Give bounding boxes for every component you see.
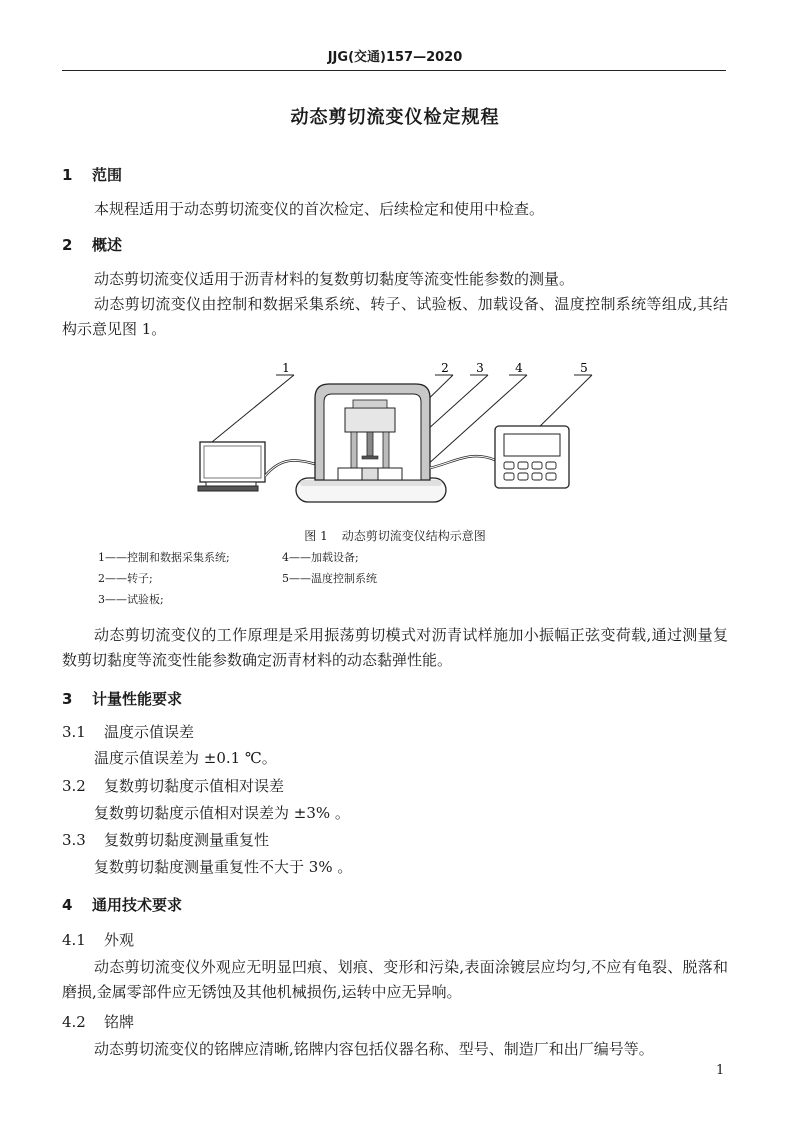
- legend-item-1: 1——控制和数据采集系统;: [98, 551, 230, 564]
- subsection-4-1-text: 动态剪切流变仪外观应无明显凹痕、划痕、变形和污染,表面涂镀层应均匀,不应有龟裂、脱落和磨损,金属零部件应无锈蚀及其他机械损伤,运转中应无异响。: [62, 958, 728, 1001]
- subsection-number: 3.3: [62, 831, 86, 849]
- subsection-4-1-heading: [62, 929, 134, 950]
- subsection-title: 铭牌: [104, 1013, 135, 1031]
- subsection-number: 4.2: [62, 1013, 86, 1031]
- monitor-icon: [198, 442, 265, 491]
- subsection-3-1-text: 温度示值误差为 ±0.1 ℃。: [94, 749, 277, 767]
- subsection-3-2-heading: [62, 775, 284, 796]
- header-rule: [62, 70, 726, 71]
- subsection-3-2-text: 复数剪切黏度示值相对误差为 ±3% 。: [94, 804, 350, 822]
- section-3-heading: [62, 688, 182, 709]
- callout-3: 3: [476, 361, 484, 375]
- callout-5: 5: [580, 361, 588, 375]
- temperature-controller-icon: [495, 426, 569, 488]
- subsection-4-2-text: 动态剪切流变仪的铭牌应清晰,铭牌内容包括仪器名称、型号、制造厂和出厂编号等。: [94, 1040, 654, 1058]
- section-number: 1: [62, 166, 73, 184]
- section-number: 2: [62, 236, 73, 254]
- section-title: 计量性能要求: [92, 690, 183, 708]
- section-1-paragraph: 本规程适用于动态剪切流变仪的首次检定、后续检定和使用中检查。: [94, 200, 545, 218]
- section-4-heading: [62, 894, 182, 915]
- section-title: 概述: [92, 236, 123, 254]
- section-2-paragraph-1: 动态剪切流变仪适用于沥青材料的复数剪切黏度等流变性能参数的测量。: [94, 270, 575, 288]
- legend-item-5: 5——温度控制系统: [282, 572, 377, 585]
- section-2-paragraph-2: 动态剪切流变仪由控制和数据采集系统、转子、试验板、加载设备、温度控制系统等组成,其结构示意见图 1。: [62, 295, 728, 338]
- subsection-number: 4.1: [62, 931, 86, 949]
- subsection-3-3-heading: [62, 829, 269, 850]
- section-number: 4: [62, 896, 73, 914]
- rheometer-structure-diagram: [190, 358, 610, 518]
- subsection-4-2-heading: [62, 1011, 134, 1032]
- legend-item-3: 3——试验板;: [98, 593, 164, 606]
- callout-1: 1: [282, 361, 290, 375]
- figure-caption: [0, 527, 790, 544]
- legend-item-2: 2——转子;: [98, 572, 153, 585]
- subsection-number: 3.2: [62, 777, 86, 795]
- section-1-heading: [62, 164, 122, 185]
- callout-4: 4: [515, 361, 523, 375]
- subsection-title: 复数剪切黏度测量重复性: [104, 831, 270, 849]
- callout-2: 2: [441, 361, 449, 375]
- subsection-title: 复数剪切黏度示值相对误差: [104, 777, 285, 795]
- page-number: 1: [716, 1063, 725, 1078]
- section-title: 通用技术要求: [92, 896, 183, 914]
- test-plate-and-loading: [338, 468, 402, 480]
- rheometer-base: [296, 478, 446, 502]
- document-code-header: JJG(交通)157—2020: [327, 50, 463, 65]
- document-title: 动态剪切流变仪检定规程: [290, 107, 500, 128]
- figure-title: 动态剪切流变仪结构示意图: [341, 529, 486, 543]
- subsection-3-3-text: 复数剪切黏度测量重复性不大于 3% 。: [94, 858, 353, 876]
- subsection-title: 外观: [104, 931, 135, 949]
- legend-item-4: 4——加载设备;: [282, 551, 359, 564]
- section-2-heading: [62, 234, 122, 255]
- subsection-3-1-heading: [62, 721, 194, 742]
- section-2-paragraph-3: 动态剪切流变仪的工作原理是采用振荡剪切模式对沥青试样施加小振幅正弦变荷载,通过测量复数剪切黏度等流变性能参数确定沥青材料的动态黏弹性能。: [62, 626, 728, 669]
- figure-number: 图 1: [304, 529, 328, 543]
- section-title: 范围: [92, 166, 123, 184]
- subsection-title: 温度示值误差: [104, 723, 195, 741]
- section-number: 3: [62, 690, 73, 708]
- subsection-number: 3.1: [62, 723, 86, 741]
